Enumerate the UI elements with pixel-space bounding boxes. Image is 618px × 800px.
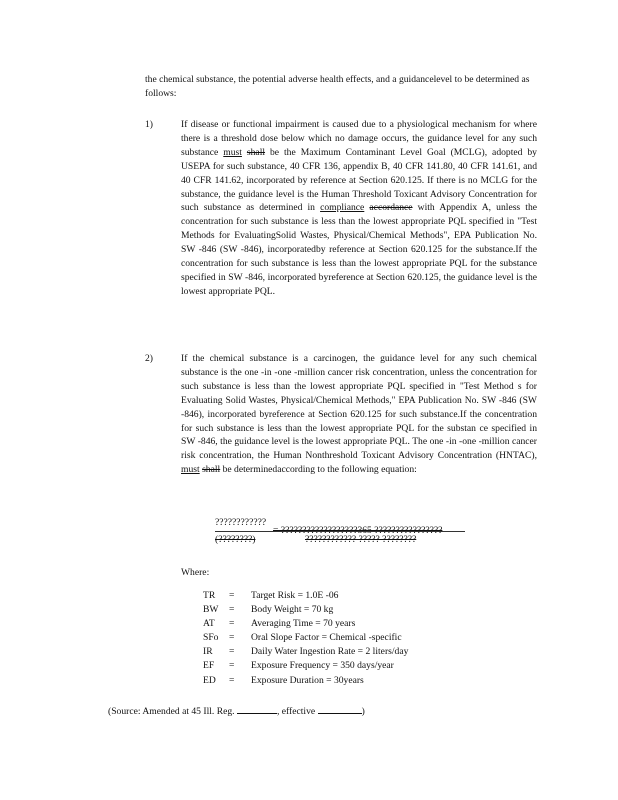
definition-equals: = [229, 604, 235, 616]
definition-row [203, 645, 408, 659]
equation-numerator: ???????????? [215, 517, 267, 528]
definition-symbol: IR [203, 646, 213, 658]
text-run: be determinedaccording to the following equation: [220, 464, 417, 476]
definition-symbol: BW [203, 604, 219, 616]
definition-symbol: AT [203, 618, 215, 630]
definition-equals: = [229, 590, 235, 601]
definition-text: Oral Slope Factor = Chemical -specific [251, 632, 402, 644]
item-text [181, 352, 537, 477]
source-suffix: ) [361, 706, 365, 717]
deleted-text: shall [246, 146, 266, 158]
deleted-text: accordance [369, 202, 413, 214]
blank-effective-field[interactable] [318, 703, 362, 714]
definition-text: Body Weight = 70 kg [251, 604, 334, 616]
text-run: be the Maximum Contaminant Level Goal (MCLG), adopted by USEPA for such substance, 40 CFR 136, appendix B, 40 CFR 141.80, 40 CFR 141.61, and 40 CFR 141.62, incorporated by reference at Section 620.125. If there is no MCLG for the substance, the guidance level is the Human Threshold Toxicant Advisory Concentration for such substance as determined in [181, 146, 537, 214]
text-run: If the chemical substance is a carcinogen, the guidance level for any such chemical substance is the one -in -one -million cancer risk concentration, unless the concentration for such substance is less than the lowest appropriate PQL specified in "Test Method s for Evaluating Solid Wastes, Physical/Chemical Methods," EPA Publication No. SW -846 (SW -846), incorporated byreference at Section 620.125 for such substance.If the concentration for such substance is less than the lowest appropriate PQL for the substan ce specified in SW -846, the guidance level is the lowest appropriate PQL. The one -in -one -million cancer risk concentration, the Human Nonthreshold Toxicant Advisory Concentration (HNTAC), [181, 353, 537, 462]
definition-text: Daily Water Ingestion Rate = 2 liters/day [251, 646, 409, 658]
definition-text: Exposure Duration = 30years [251, 674, 364, 686]
inserted-text: must [223, 146, 242, 158]
definition-text: Exposure Frequency = 350 days/year [251, 660, 394, 672]
definition-text: Averaging Time = 70 years [251, 618, 356, 630]
definition-equals: = [229, 632, 235, 644]
definition-row [203, 631, 408, 645]
deleted-text: shall [202, 464, 221, 476]
item-text [181, 118, 537, 299]
equation-denominator: (????????) [215, 534, 256, 545]
equation-denominator-terms: ???????????? ????? ???????? [305, 534, 417, 545]
source-note [108, 703, 365, 719]
intro-paragraph: the chemical substance, the potential adverse health effects, and a guidancelevel to be determined as follows: [145, 74, 530, 99]
blank-reg-field[interactable] [237, 703, 277, 714]
definition-row [203, 589, 408, 603]
definition-equals: = [229, 618, 235, 630]
item-number: 2) [145, 353, 153, 364]
variable-definitions [203, 589, 408, 688]
definition-equals: = [229, 660, 235, 672]
equation-middle: = ??????????????????365 ???????????????? [273, 525, 443, 536]
definition-equals: = [229, 674, 235, 686]
definition-symbol: TR [203, 590, 216, 601]
fraction-bar [215, 531, 465, 532]
definition-row [203, 659, 408, 673]
definition-row [203, 674, 408, 688]
hntac-equation [215, 516, 485, 546]
definition-symbol: SFo [203, 632, 219, 644]
source-prefix: (Source: Amended at 45 Ill. Reg. [108, 706, 235, 717]
source-middle: , effective [276, 706, 316, 717]
definition-row [203, 603, 408, 617]
inserted-text: compliance [320, 202, 365, 214]
definition-symbol: ED [203, 674, 216, 686]
text-run: If disease or functional impairment is caused due to a physiological mechanism for where there is a threshold dose below which no damage occurs, the guidance level for any such substance [181, 119, 537, 158]
inserted-text: must [181, 464, 200, 476]
definition-equals: = [229, 646, 235, 658]
definition-row [203, 617, 408, 631]
definition-symbol: EF [203, 660, 215, 672]
where-label: Where: [181, 567, 210, 578]
text-run: with Appendix A, unless the concentration for such substance is less than the lowest appropriate PQL specified in "Test Methods for EvaluatingSolid Wastes, Physical/Chemical Methods", EPA Publication No. SW -846 (SW -846), incorporatedby reference at Section 620.125 for the substance.If the concentration for such substance is less than the lowest appropriate PQL for the substance specified in SW -846, incorporated byreference at Section 620.125, the guidance level is the lowest appropriate PQL. [181, 202, 538, 297]
definition-text: Target Risk = 1.0E -06 [251, 590, 339, 601]
item-number: 1) [145, 119, 153, 130]
